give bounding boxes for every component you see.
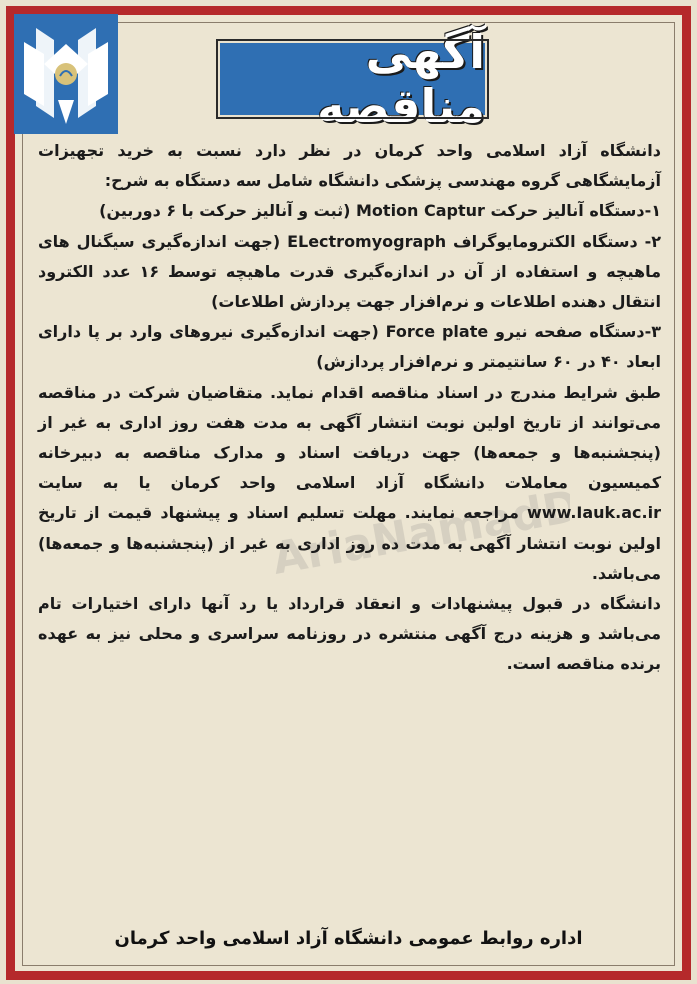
university-emblem-icon xyxy=(14,14,118,134)
ad-title: آگهی مناقصه xyxy=(317,25,485,133)
conditions-paragraph: طبق شرایط مندرج در اسناد مناقصه اقدام نماید. متقاضیان شرکت در مناقصه می‌توانند از تاریخ اولین نوبت انتشار آگهی به مدت هفت روز اداری به غیر از (پنجشنبه‌ها و جمعه‌ها) جهت دریافت اسناد و مدارک مناقصه به دبیرخانه کمیسیون معاملات دانشگاه آزاد اسلامی واحد کرمان یا به سایت www.Iauk.ac.ir مراجعه نمایند. مهلت تسلیم اسناد و پیشنهاد قیمت از تاریخ اولین نوبت انتشار آگهی به مدت ده روز اداری به غیر از (پنجشنبه‌ها و جمعه‌ها) می‌باشد. xyxy=(38,382,661,583)
item-2: ۲- دستگاه الکترومایوگراف ELectromyograph (جهت اندازه‌گیری سیگنال های ماهیچه و استفاده از آن در اندازه‌گیری قدرت ماهیچه توسط ۱۶ عدد الکترود انتقال دهنده اطلاعات و نرم‌افزار جهت پردازش اطلاعات) xyxy=(38,231,662,312)
intro-paragraph: دانشگاه آزاد اسلامی واحد کرمان در نظر دارد نسبت به خرید تجهیزات آزمایشگاهی گروه مهندسی پزشکی دانشگاه شامل سه دستگاه به شرح: xyxy=(38,141,661,191)
footer-signature: اداره روابط عمومی دانشگاه آزاد اسلامی واحد کرمان xyxy=(114,928,583,949)
title-banner xyxy=(218,25,487,133)
item-3: ۳-دستگاه صفحه نیرو Force plate (جهت اندازه‌گیری نیروهای وارد بر پا دارای ابعاد ۴۰ در ۶۰ سانتیمتر و نرم‌افزار پردازش) xyxy=(38,322,662,372)
ad-body xyxy=(38,136,661,680)
rights-paragraph: دانشگاه در قبول پیشنهادات و انعقاد قرارداد یا رد آنها دارای اختیارات تام می‌باشد و هزینه درج آگهی منتشره در روزنامه سراسری و محلی نیز به عهده برنده مناقصه است. xyxy=(38,594,661,674)
item-1: ۱-دستگاه آنالیز حرکت Motion Captur (ثبت و آنالیز حرکت با ۶ دوربین) xyxy=(99,201,661,221)
